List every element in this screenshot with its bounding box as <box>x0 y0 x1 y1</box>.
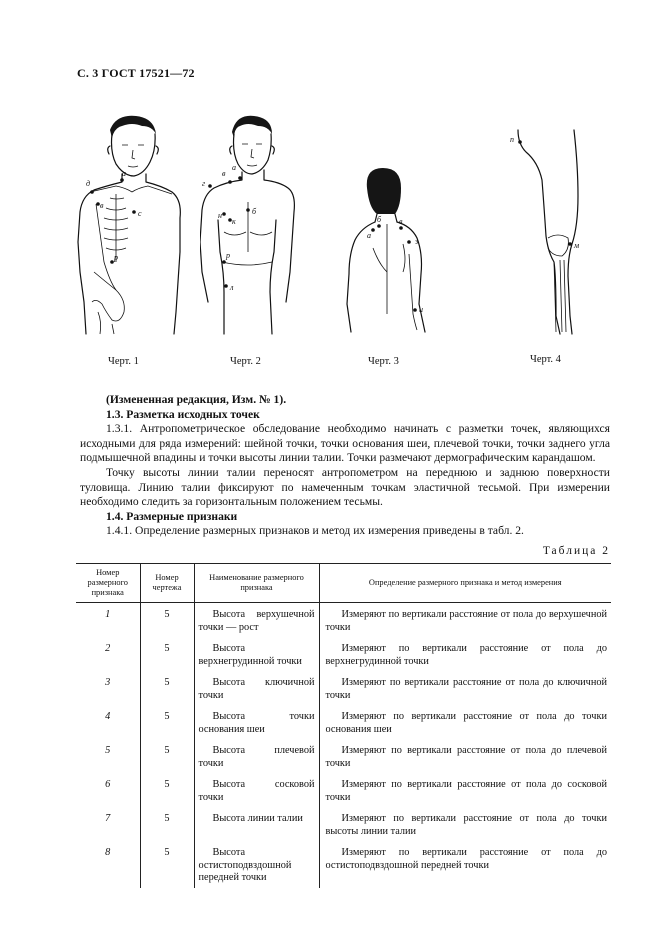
amended-note: (Измененная редакция, Изм. № 1). <box>106 393 287 406</box>
table-2 <box>76 563 611 888</box>
page-header: С. 3 ГОСТ 17521—72 <box>77 66 195 80</box>
row-name: Высота точки основания шеи <box>194 705 319 739</box>
table-caption: Таблица 2 <box>542 545 610 557</box>
figure-1-torso <box>78 174 180 334</box>
point-label-a: а <box>122 169 126 178</box>
row-number: 7 <box>105 813 111 824</box>
figure-3-caption: Черт. 3 <box>368 356 399 367</box>
point-label-v3: в <box>399 217 403 226</box>
row-drawing: 5 <box>140 705 194 739</box>
point-label-g2: г <box>202 179 206 188</box>
point-label-v2: в <box>222 169 226 178</box>
section-1-3-heading: 1.3. Разметка исходных точек <box>106 407 260 421</box>
row-drawing: 5 <box>140 807 194 841</box>
point-label-r: р <box>114 253 118 262</box>
paragraph-1-4-1: 1.4.1. Определение размерных признаков и метод их измерения приведены в табл. 2. <box>106 524 524 538</box>
table-row <box>76 705 611 739</box>
figure-4-caption: Черт. 4 <box>530 354 561 365</box>
row-number: 4 <box>105 711 111 722</box>
row-definition: Измеряют по вертикали расстояние от пола до верхнегрудинной точки <box>319 637 611 671</box>
point-label-m4: м <box>574 241 580 250</box>
figure-1 <box>76 112 188 337</box>
row-name: Высота ключичной точки <box>194 671 319 705</box>
table-row <box>76 739 611 773</box>
row-definition: Измеряют по вертикали расстояние от пола до верхушечной точки <box>319 603 611 638</box>
point-label-s: с <box>138 209 142 218</box>
row-drawing: 5 <box>140 739 194 773</box>
point-label-a3: а <box>367 231 371 240</box>
point-label-r2: р <box>226 251 230 260</box>
figure-1-head <box>108 116 159 176</box>
row-name: Высота верхнегрудинной точки <box>194 637 319 671</box>
row-number: 6 <box>105 779 111 790</box>
row-drawing: 5 <box>140 671 194 705</box>
row-definition: Измеряют по вертикали расстояние от пола до остистоподвздошной передней точки <box>319 841 611 888</box>
table-row <box>76 603 611 638</box>
point-label-l2: л <box>230 283 234 292</box>
header-drawing-number: Номер чертежа <box>140 564 194 603</box>
point-label-v: в <box>100 201 104 210</box>
table-row <box>76 637 611 671</box>
table-row <box>76 671 611 705</box>
paragraph-1-3-1: 1.3.1. Антропометрическое обследование необходимо начинать с разметки точек, являющихся исходными для ряда измерений: шейной точки, точки основания шеи, плечевой точки, точки заднего угла подмышечной впадины и точки высоты линии талии. Точки размечают дермографическим карандашом. <box>80 422 610 465</box>
table-row <box>76 841 611 888</box>
row-name: Высота линии талии <box>194 807 319 841</box>
figure-3-torso <box>347 222 425 332</box>
row-name: Высота верхушечной точки — рост <box>194 603 319 638</box>
header-definition: Определение размерного признака и метод измерения <box>319 564 611 603</box>
paragraph-waist: Точку высоты линии талии переносят антропометром на переднюю и заднюю поверхности туловища. Линию талии фиксируют по намеченным точкам эластичной тесьмой. При измерении необходимо следить за горизонтальным положением тесьмы. <box>80 465 610 509</box>
figure-2-points <box>202 163 257 292</box>
figure-3-head <box>367 168 401 222</box>
body-text <box>80 393 610 539</box>
figure-3-points <box>367 215 423 314</box>
row-number: 2 <box>105 643 111 654</box>
point-label-d: д <box>86 179 91 188</box>
figure-2 <box>200 112 296 337</box>
header-feature-name: Наименование размерного признака <box>194 564 319 603</box>
row-definition: Измеряют по вертикали расстояние от пола до плечевой точки <box>319 739 611 773</box>
figure-2-caption: Черт. 2 <box>230 356 261 367</box>
figure-4-leg <box>518 130 578 334</box>
table-row <box>76 773 611 807</box>
table-row <box>76 807 611 841</box>
figure-1-caption: Черт. 1 <box>108 356 139 367</box>
row-number: 1 <box>105 609 111 620</box>
row-drawing: 5 <box>140 773 194 807</box>
point-label-b3: б <box>377 215 382 224</box>
point-label-n2: н <box>218 211 222 220</box>
row-definition: Измеряют по вертикали расстояние от пола до ключичной точки <box>319 671 611 705</box>
figure-2-head <box>230 116 275 174</box>
point-label-z3: з <box>415 237 419 246</box>
row-number: 8 <box>105 847 111 858</box>
row-drawing: 5 <box>140 603 194 638</box>
row-drawing: 5 <box>140 637 194 671</box>
figure-2-torso <box>200 170 294 334</box>
figure-4-points <box>510 135 579 250</box>
row-name: Высота сосковой точки <box>194 773 319 807</box>
point-label-b2: б <box>252 207 257 216</box>
header-feature-number: Номер размерного признака <box>76 564 140 603</box>
row-definition: Измеряют по вертикали расстояние от пола до сосковой точки <box>319 773 611 807</box>
point-label-i3: и <box>419 305 423 314</box>
point-label-a2: а <box>232 163 236 172</box>
figure-4 <box>508 126 584 338</box>
row-definition: Измеряют по вертикали расстояние от пола до точки основания шеи <box>319 705 611 739</box>
point-label-p4: п <box>510 135 514 144</box>
row-name: Высота остистоподвздошной передней точки <box>194 841 319 888</box>
row-drawing: 5 <box>140 841 194 888</box>
row-number: 3 <box>105 677 111 688</box>
figure-3 <box>343 164 435 336</box>
point-label-k2: к <box>232 217 236 226</box>
table-header-row <box>76 564 611 603</box>
row-name: Высота плечевой точки <box>194 739 319 773</box>
row-number: 5 <box>105 745 111 756</box>
section-1-4-heading: 1.4. Размерные признаки <box>106 509 238 523</box>
row-definition: Измеряют по вертикали расстояние от пола до точки высоты линии талии <box>319 807 611 841</box>
